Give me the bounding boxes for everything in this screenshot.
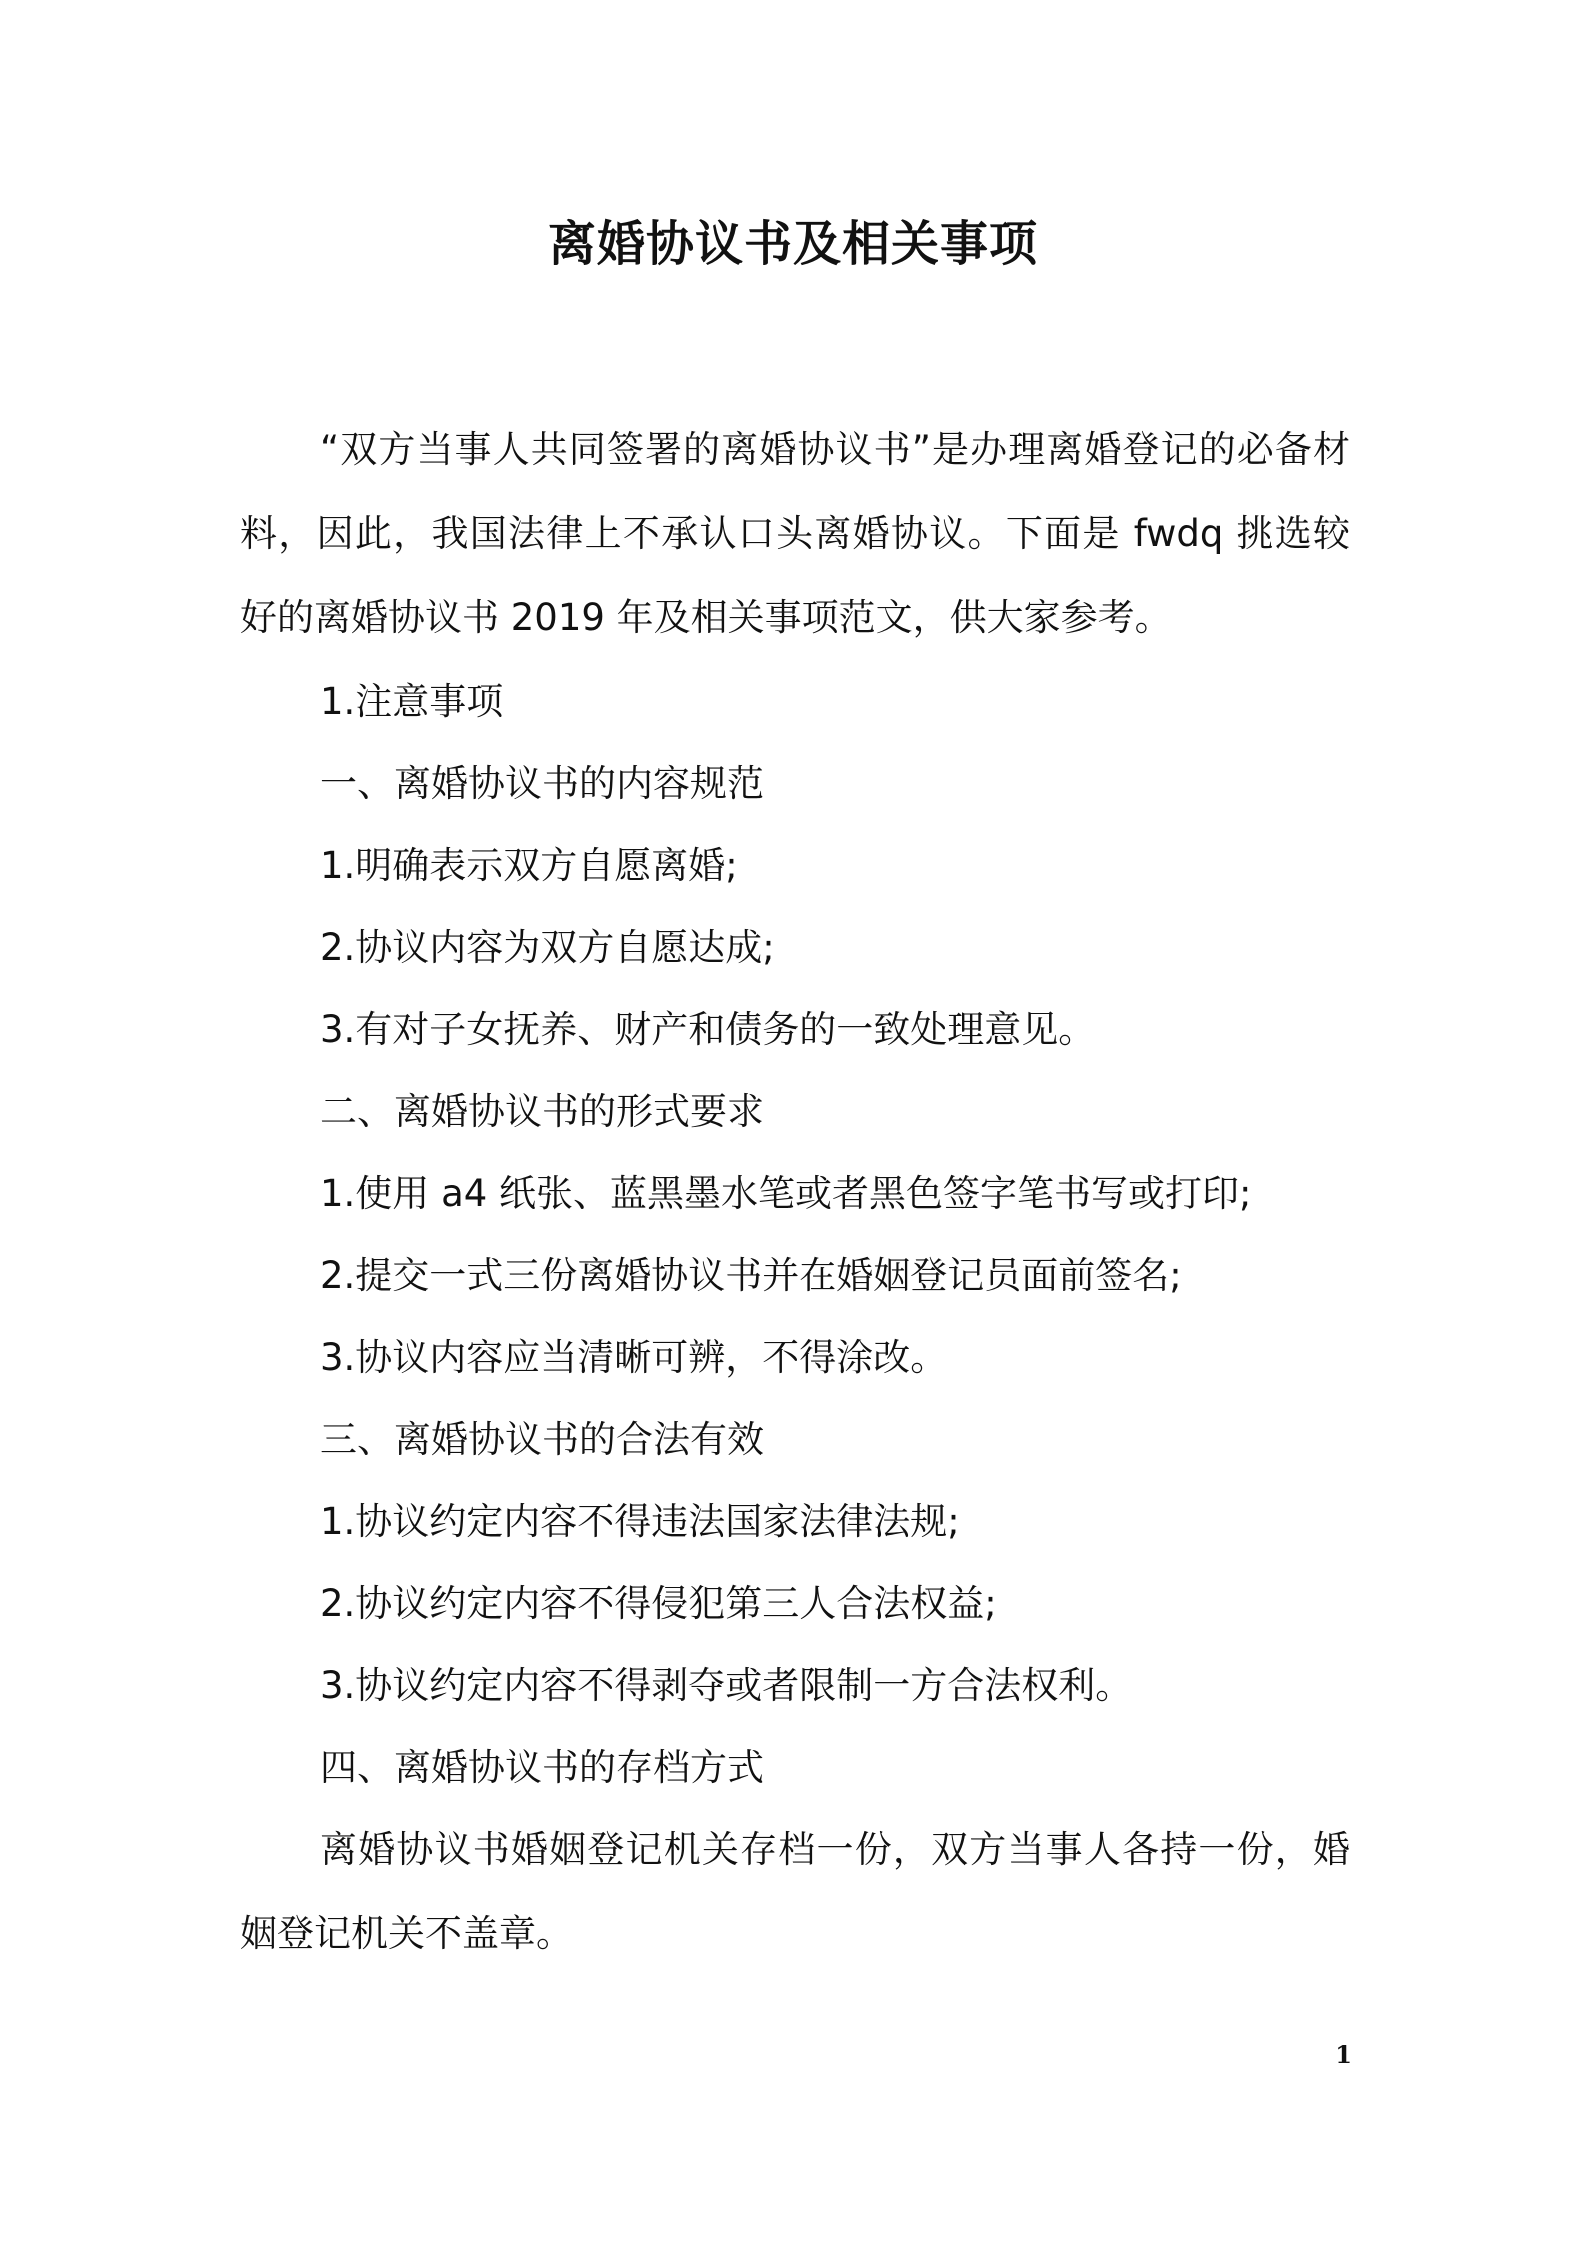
list-item: 2.提交一式三份离婚协议书并在婚姻登记员面前签名; — [320, 1254, 1182, 1297]
list-item: 1.使用 a4 纸张、蓝黑墨水笔或者黑色签字笔书写或打印; — [320, 1172, 1252, 1215]
list-item: 1.协议约定内容不得违法国家法律法规; — [320, 1500, 960, 1543]
list-item: 2.协议约定内容不得侵犯第三人合法权益; — [320, 1582, 997, 1625]
section-heading-archive: 四、离婚协议书的存档方式 — [320, 1746, 764, 1789]
list-item: 1.明确表示双方自愿离婚; — [320, 844, 738, 887]
list-item: 3.有对子女抚养、财产和债务的一致处理意见。 — [320, 1008, 1096, 1051]
intro-paragraph: “双方当事人共同签署的离婚协议书”是办理离婚登记的必备材料，因此，我国法律上不承认口头离婚协议。下面是 fwdq 挑选较好的离婚协议书 2019 年及相关事项范文，供大家参考。 — [240, 428, 1350, 639]
list-item: 3.协议约定内容不得剥夺或者限制一方合法权利。 — [320, 1664, 1133, 1707]
closing-paragraph: 离婚协议书婚姻登记机关存档一份，双方当事人各持一份，婚姻登记机关不盖章。 — [240, 1828, 1350, 1955]
page-number: 1 — [1335, 2040, 1352, 2069]
page-title: 离婚协议书及相关事项 — [547, 216, 1038, 272]
list-item: 3.协议内容应当清晰可辨，不得涂改。 — [320, 1336, 948, 1379]
list-item: 2.协议内容为双方自愿达成; — [320, 926, 775, 969]
section-heading-content: 一、离婚协议书的内容规范 — [320, 762, 764, 805]
section-heading-notes: 1.注意事项 — [320, 680, 504, 723]
section-heading-validity: 三、离婚协议书的合法有效 — [320, 1418, 764, 1461]
section-heading-form: 二、离婚协议书的形式要求 — [320, 1090, 764, 1133]
